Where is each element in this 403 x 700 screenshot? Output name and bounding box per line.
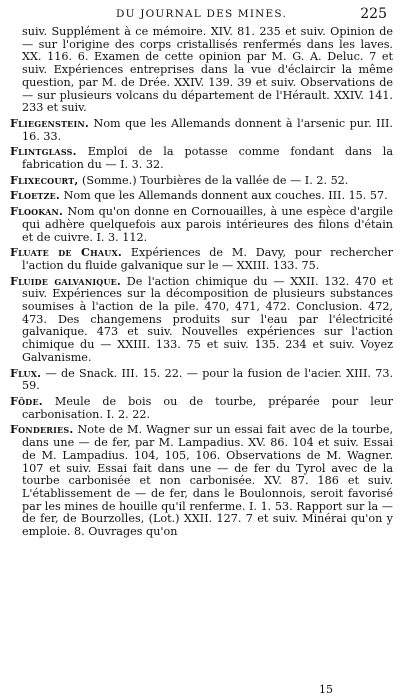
running-head [10,4,393,26]
page-number: 225 [360,6,387,22]
entry-headword: Fluate de Chaux. [10,245,122,260]
entry-text: Nom qu'on donne en Cornouailles, à une espèce d'argile qui adhère quelquefois aux parois intérieures des filons d'étain et de cuivre. I. 3. 112. [22,205,393,244]
index-entry [10,189,393,203]
entry-text: Emploi de la potasse comme fondant dans la fabrication du — I. 3. 32. [22,145,393,172]
entry-headword: Floetze. [10,188,61,203]
signature-mark: 15 [319,683,333,696]
index-entry [10,145,393,171]
entry-text: Note de M. Wagner sur un essai fait avec de la tourbe, dans une — de fer, par M. Lampadius. XV. 86. 104 et suiv. Essai de M. Lampadius. 104, 105, 106. Observations de M. Wagner. 107 et suiv. Essai fait dans une — de fer du Tyrol avec de la tourbe carbonisée et non carbonisée. XV. 87. 186 et suiv. L'établissement de — de fer, dans le Boulonnois, seroit favorisé par les mines de houille qu'il renferme. I. 1. 53. Rapport sur la — de fer, de Bourzolles, (Lot.) XXII. 127. 7 et suiv. Minérai qu'on y emploie. 8. Ouvrages qu'on [22,423,393,539]
index-entry [10,246,393,272]
index-entry [10,117,393,143]
entry-text: De l'action chimique du — XXII. 132. 470 et suiv. Expériences sur la décomposition de plusieurs substances soumises à l'action de la pile. 470, 471, 472. Conclusion. 472, 473. Des changemens produits sur l'eau par l'électricité galvanique. 473 et suiv. Nouvelles expériences sur l'action chimique du — XXIII. 133. 75 et suiv. 135. 234 et suiv. Voyez Galvanisme. [22,274,393,364]
entry-headword: Fluide galvanique. [10,273,122,288]
entry-text: (Somme.) Tourbières de la vallée de — I. 2. 52. [82,173,349,187]
entry-text: Nom que les Allemands donnent aux couches. III. 15. 57. [63,189,388,203]
entry-headword: Flookan. [10,204,64,219]
index-entry [10,174,393,188]
index-entry [10,367,393,393]
entry-headword: Fôde. [10,393,43,408]
index-entry [10,395,393,421]
entry-headword: Fliegenstein. [10,115,90,130]
index-entry [10,26,393,115]
entry-text: Meule de bois ou de tourbe, préparée pour leur carbonisation. I. 2. 22. [22,394,393,421]
entry-text: suiv. Supplément à ce mémoire. XIV. 81. 235 et suiv. Opinion de — sur l'origine des corps cristallisés renfermés dans les laves. XX. 116. 6. Examen de cette opinion par M. G. A. Deluc. 7 et suiv. Expériences entreprises dans la vue d'éclaircir la même question, par M. de Drée. XXIV. 139. 39 et suiv. Observations de — sur plusieurs volcans du département de l'Hérault. XXIV. 141. 233 et suiv. [22,25,393,115]
index-entry [10,275,393,365]
entry-headword: Fonderies. [10,422,74,437]
running-title: DU JOURNAL DES MINES. [116,8,287,20]
index-entries [10,26,393,539]
index-entry [10,205,393,244]
entry-headword: Flintglass. [10,144,77,159]
entry-headword: Flux. [10,365,42,380]
entry-text: Nom que les Allemands donnent à l'arsenic pur. III. 16. 33. [22,116,393,143]
entry-text: Expériences de M. Davy, pour rechercher l'action du fluide galvanique sur le — XXIII. 133. 75. [22,246,393,272]
entry-headword: Flixecourt, [10,172,79,187]
index-entry [10,423,393,538]
entry-text: — de Snack. III. 15. 22. — pour la fusion de l'acier. XIII. 73. 59. [22,366,394,393]
